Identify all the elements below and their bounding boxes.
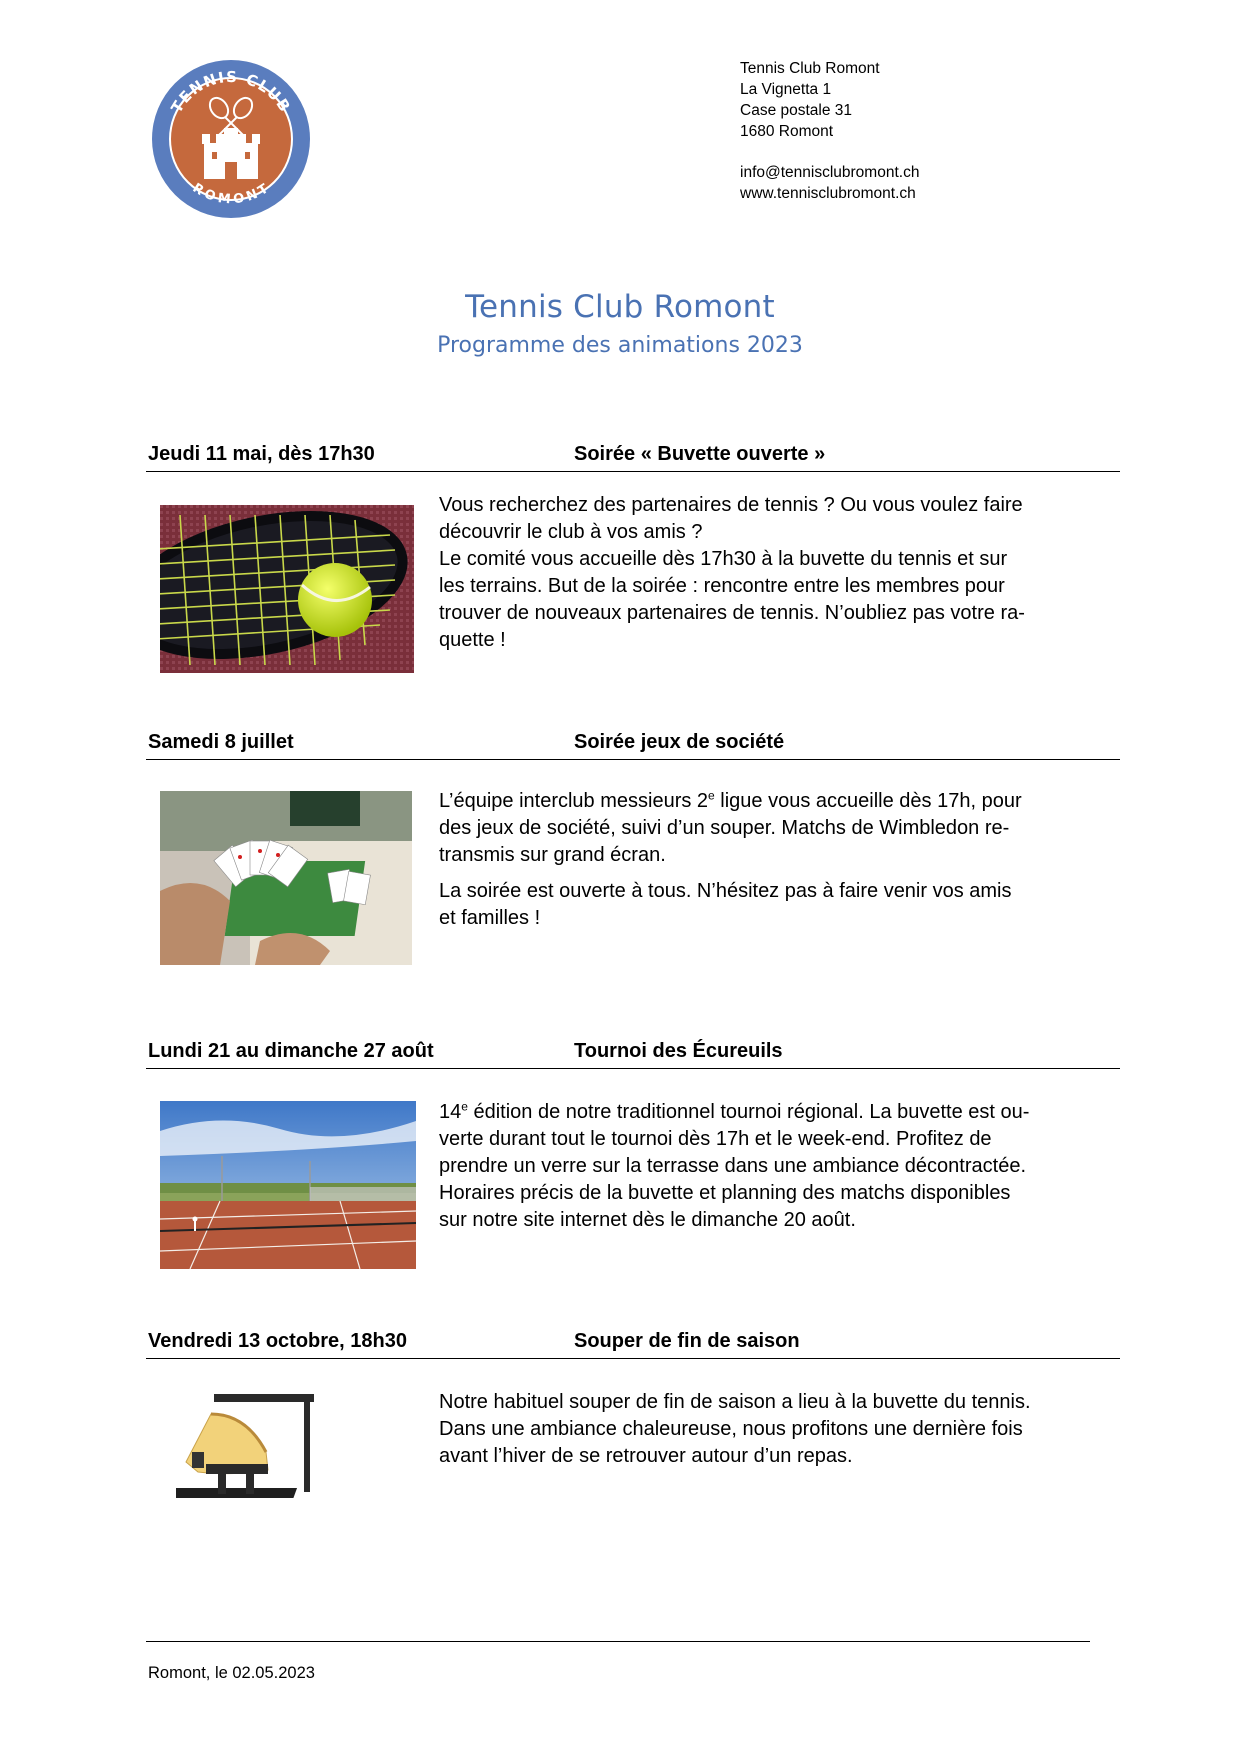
raclette-machine-photo (176, 1392, 336, 1504)
event-header (146, 1328, 1120, 1359)
description-line: et familles ! (439, 907, 541, 929)
tennis-club-logo-icon (150, 58, 312, 220)
event-description (439, 1099, 1089, 1234)
description-line: verte durant tout le tournoi dès 17h et le week-end. Profitez de (439, 1128, 992, 1150)
logo-top-text: TENNIS CLUB (167, 67, 295, 117)
description-line: Vous recherchez des partenaires de tennis ? Ou vous voulez faire (439, 494, 1023, 516)
address-city: 1680 Romont (740, 123, 834, 140)
footer-place-date: Romont, le 02.05.2023 (148, 1664, 315, 1682)
address-po-box: Case postale 31 (740, 102, 853, 119)
document-heading (0, 287, 1240, 362)
description-line: découvrir le club à vos amis ? (439, 521, 703, 543)
footer-divider (146, 1641, 1090, 1642)
description-line: Le comité vous accueille dès 17h30 à la buvette du tennis et sur (439, 548, 1008, 570)
event-header (146, 441, 1120, 472)
description-line: avant l’hiver de se retrouver autour d’un repas. (439, 1445, 853, 1467)
description-line: quette ! (439, 629, 506, 651)
tennis-racket-ball-photo (160, 505, 414, 673)
description-line: La soirée est ouverte à tous. N’hésitez pas à faire venir vos amis (439, 880, 1012, 902)
club-logo (150, 58, 312, 220)
tennis-courts-photo (160, 1101, 416, 1269)
event-description (439, 492, 1089, 654)
description-line: prendre un verre sur la terrasse dans une ambiance décontractée. (439, 1155, 1027, 1177)
address-website[interactable]: www.tennisclubromont.ch (740, 185, 916, 202)
description-line: Dans une ambiance chaleureuse, nous profitons une dernière fois (439, 1418, 1023, 1440)
event-date: Vendredi 13 octobre, 18h30 (148, 1330, 407, 1352)
club-address (740, 58, 919, 204)
event-date: Samedi 8 juillet (148, 731, 294, 753)
address-name: Tennis Club Romont (740, 60, 880, 77)
description-line: Horaires précis de la buvette et planning des matchs disponibles (439, 1182, 1011, 1204)
event-description (439, 788, 1089, 932)
logo-bottom-text: ROMONT (189, 180, 273, 208)
description-line: sur notre site internet dès le dimanche 20 août. (439, 1209, 856, 1231)
event-header (146, 729, 1120, 760)
description-line: les terrains. But de la soirée : rencontre entre les membres pour (439, 575, 1005, 597)
description-line: 14e édition de notre traditionnel tournoi régional. La buvette est ou- (439, 1099, 1030, 1123)
event-header (146, 1038, 1120, 1069)
event-name: Soirée jeux de société (574, 731, 785, 753)
event-name: Tournoi des Écureuils (574, 1040, 783, 1062)
description-line: L’équipe interclub messieurs 2e ligue vous accueille dès 17h, pour (439, 788, 1022, 812)
event-date: Jeudi 11 mai, dès 17h30 (148, 443, 375, 465)
description-line: Notre habituel souper de fin de saison a lieu à la buvette du tennis. (439, 1391, 1031, 1413)
address-email[interactable]: info@tennisclubromont.ch (740, 164, 920, 181)
playing-cards-photo (160, 791, 412, 965)
address-street: La Vignetta 1 (740, 81, 832, 98)
document-subtitle: Programme des animations 2023 (437, 333, 803, 358)
document-title: Tennis Club Romont (465, 289, 775, 325)
event-name: Soirée « Buvette ouverte » (574, 443, 826, 465)
event-date: Lundi 21 au dimanche 27 août (148, 1040, 434, 1062)
event-name: Souper de fin de saison (574, 1330, 800, 1352)
description-line: transmis sur grand écran. (439, 844, 666, 866)
description-line: trouver de nouveaux partenaires de tennis. N’oubliez pas votre ra- (439, 602, 1025, 624)
event-description (439, 1389, 1089, 1470)
description-line: des jeux de société, suivi d’un souper. Matchs de Wimbledon re- (439, 817, 1010, 839)
